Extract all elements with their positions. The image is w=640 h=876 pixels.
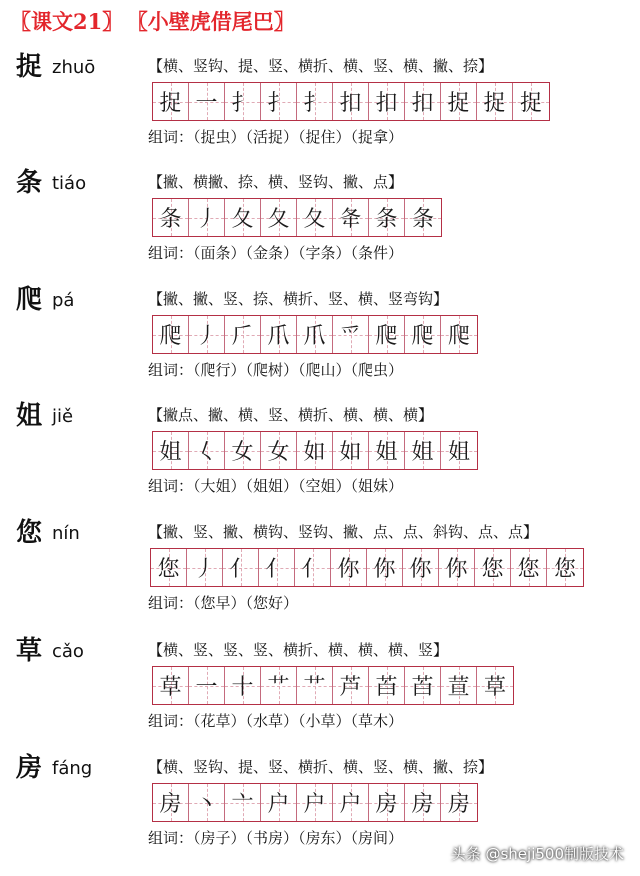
lesson-name: 〖小壁虎借尾巴〗 [137,9,295,34]
stroke-names: 【撇、横撇、捺、横、竖钩、撇、点】 [148,173,404,191]
stroke-step-cell [189,83,225,120]
stroke-step-glyph: 爬 [159,324,182,349]
stroke-step-cell [369,316,405,353]
stroke-step-cell [153,667,189,704]
stroke-step-glyph: 扣 [339,91,362,116]
word-examples: 组词：（房子）（书房）（房东）（房间） [148,829,404,847]
stroke-step-cell [405,784,441,821]
word-examples: 组词：（大姐）（姐姐）（空姐）（姐妹） [148,477,404,495]
stroke-step-cell [261,667,297,704]
stroke-step-cell [333,83,369,120]
stroke-step-cell [403,549,439,586]
character-pinyin: cǎo [52,641,84,662]
word-examples: 组词：（面条）（金条）（字条）（条件） [148,244,404,262]
stroke-step-cell [297,316,333,353]
stroke-step-cell [405,199,441,236]
stroke-step-cell [511,549,547,586]
stroke-step-cell [261,199,297,236]
stroke-step-glyph: 爬 [411,324,434,349]
stroke-step-glyph: 一 [195,91,218,116]
stroke-step-cell [367,549,403,586]
character-section [0,168,640,286]
stroke-step-cell [189,667,225,704]
page-title [10,6,309,36]
stroke-step-glyph: 一 [195,675,218,700]
character-section [0,518,640,636]
word-examples: 组词：（您早）（您好） [148,594,299,612]
stroke-step-cell [189,199,225,236]
stroke-step-glyph: 户 [303,792,326,817]
stroke-step-glyph: 芦 [339,675,362,700]
stroke-step-cell [333,316,369,353]
stroke-step-glyph: 条 [159,207,182,232]
character-glyph: 房 [16,753,43,783]
stroke-step-cell [153,83,189,120]
character-pinyin: zhuō [52,57,96,78]
character-section [0,636,640,754]
stroke-step-glyph: 亠 [231,792,254,817]
stroke-step-cell [153,784,189,821]
stroke-step-cell [225,199,261,236]
stroke-step-glyph: 房 [159,792,182,817]
character-pinyin: fáng [52,758,93,779]
stroke-step-glyph: 丿 [193,557,216,582]
character-pinyin: nín [52,523,80,544]
stroke-step-cell [151,549,187,586]
stroke-step-cell [297,784,333,821]
stroke-names: 【撇、竖、撇、横钩、竖钩、撇、点、点、斜钩、点、点】 [148,523,539,541]
stroke-step-glyph: 爬 [447,324,470,349]
stroke-step-cell [405,316,441,353]
stroke-step-glyph: 扌 [231,91,254,116]
stroke-step-glyph: 草 [483,675,506,700]
stroke-step-glyph: 草 [159,675,182,700]
stroke-step-cell [297,199,333,236]
stroke-step-glyph: 爫 [339,324,362,349]
stroke-step-glyph: 女 [231,440,254,465]
stroke-step-cell [369,432,405,469]
stroke-step-cell [225,432,261,469]
character-pinyin: tiáo [52,173,87,194]
stroke-step-glyph: 扣 [375,91,398,116]
stroke-step-glyph: 艹 [267,675,290,700]
stroke-step-glyph: 你 [409,557,432,582]
stroke-step-glyph: 苩 [375,675,398,700]
character-glyph: 姐 [16,401,43,431]
stroke-step-cell [261,83,297,120]
character-glyph: 草 [16,636,43,666]
stroke-step-cell [405,432,441,469]
stroke-step-cell [333,667,369,704]
stroke-step-cell [297,83,333,120]
stroke-step-glyph: 夂 [231,207,254,232]
stroke-step-glyph: 丿 [195,324,218,349]
stroke-step-glyph: 夅 [339,207,362,232]
stroke-step-glyph: 户 [267,792,290,817]
stroke-step-cell [331,549,367,586]
stroke-order-grid [150,548,584,587]
stroke-order-grid [152,783,478,822]
stroke-step-cell [295,549,331,586]
character-section [0,285,640,403]
stroke-step-glyph: 夂 [267,207,290,232]
stroke-step-cell [441,784,477,821]
stroke-step-cell [369,667,405,704]
stroke-step-glyph: 十 [231,675,254,700]
character-section [0,401,640,519]
stroke-step-glyph: 房 [375,792,398,817]
stroke-step-glyph: 你 [337,557,360,582]
stroke-step-glyph: 姐 [411,440,434,465]
stroke-names: 【横、竖钩、提、竖、横折、横、竖、横、撇、捺】 [148,758,494,776]
stroke-step-cell [547,549,583,586]
watermark: 头条 @sheji500制版技术 [450,845,624,863]
stroke-step-cell [153,199,189,236]
stroke-order-grid [152,431,478,470]
lesson-number: 〖课文21〗 [10,9,124,34]
stroke-step-glyph: 爪 [267,324,290,349]
stroke-step-glyph: 户 [339,792,362,817]
stroke-order-grid [152,666,514,705]
stroke-step-cell [261,784,297,821]
character-glyph: 条 [16,168,43,198]
stroke-step-cell [187,549,223,586]
stroke-step-cell [261,432,297,469]
stroke-step-cell [441,667,477,704]
character-glyph: 您 [16,518,43,548]
stroke-names: 【撇点、撇、横、竖、横折、横、横、横】 [148,406,434,424]
character-glyph: 爬 [16,285,43,315]
stroke-step-glyph: 艹 [303,675,326,700]
stroke-names: 【横、竖钩、提、竖、横折、横、竖、横、撇、捺】 [148,57,494,75]
stroke-step-cell [405,83,441,120]
stroke-step-glyph: 扌 [267,91,290,116]
stroke-step-glyph: 姐 [447,440,470,465]
stroke-step-glyph: 𠂆 [231,324,254,349]
stroke-order-grid [152,315,478,354]
character-section [0,52,640,170]
stroke-step-cell [261,316,297,353]
stroke-step-glyph: 你 [373,557,396,582]
stroke-step-cell [153,432,189,469]
stroke-step-cell [223,549,259,586]
stroke-names: 【横、竖、竖、竖、横折、横、横、横、竖】 [148,641,449,659]
stroke-step-cell [189,316,225,353]
stroke-step-glyph: 扌 [303,91,326,116]
stroke-step-glyph: 亻 [301,557,324,582]
stroke-order-grid [152,198,442,237]
stroke-step-cell [475,549,511,586]
stroke-step-cell [369,784,405,821]
stroke-step-glyph: 您 [157,557,180,582]
stroke-step-glyph: 捉 [159,91,182,116]
stroke-step-glyph: 您 [553,557,576,582]
stroke-step-cell [439,549,475,586]
stroke-step-glyph: 姐 [159,440,182,465]
stroke-step-glyph: 你 [445,557,468,582]
stroke-step-glyph: 亻 [229,557,252,582]
stroke-step-cell [513,83,549,120]
stroke-step-cell [333,432,369,469]
stroke-step-glyph: 𡿨 [195,440,218,465]
stroke-step-cell [369,199,405,236]
stroke-step-cell [259,549,295,586]
stroke-step-cell [369,83,405,120]
stroke-step-cell [297,432,333,469]
stroke-step-glyph: 丶 [195,792,218,817]
stroke-step-cell [441,316,477,353]
stroke-step-glyph: 捉 [519,91,542,116]
stroke-step-cell [333,784,369,821]
stroke-step-glyph: 爬 [375,324,398,349]
stroke-names: 【撇、撇、竖、捺、横折、竖、横、竖弯钩】 [148,290,449,308]
stroke-step-cell [441,432,477,469]
character-glyph: 捉 [16,52,43,82]
stroke-step-glyph: 如 [339,440,362,465]
character-pinyin: pá [52,290,75,311]
stroke-step-glyph: 房 [411,792,434,817]
stroke-step-cell [225,316,261,353]
stroke-step-glyph: 如 [303,440,326,465]
stroke-step-glyph: 女 [267,440,290,465]
stroke-step-glyph: 姐 [375,440,398,465]
stroke-step-glyph: 爪 [303,324,326,349]
word-examples: 组词：（爬行）（爬树）（爬山）（爬虫） [148,361,404,379]
stroke-order-grid [152,82,550,121]
stroke-step-glyph: 扣 [411,91,434,116]
stroke-step-cell [297,667,333,704]
character-pinyin: jiě [52,406,74,427]
stroke-step-glyph: 苩 [411,675,434,700]
stroke-step-cell [189,432,225,469]
stroke-step-glyph: 您 [481,557,504,582]
stroke-step-cell [225,784,261,821]
stroke-step-cell [225,83,261,120]
stroke-step-cell [441,83,477,120]
stroke-step-glyph: 条 [411,207,434,232]
stroke-step-glyph: 捉 [483,91,506,116]
stroke-step-glyph: 夂 [303,207,326,232]
stroke-step-glyph: 条 [375,207,398,232]
stroke-step-glyph: 丿 [195,207,218,232]
stroke-step-glyph: 荁 [447,675,470,700]
stroke-step-cell [225,667,261,704]
stroke-step-cell [333,199,369,236]
stroke-step-cell [477,667,513,704]
stroke-step-cell [189,784,225,821]
stroke-step-glyph: 您 [517,557,540,582]
stroke-step-cell [405,667,441,704]
stroke-step-glyph: 亻 [265,557,288,582]
word-examples: 组词：（捉虫）（活捉）（捉住）（捉拿） [148,128,404,146]
stroke-step-glyph: 房 [447,792,470,817]
stroke-step-glyph: 捉 [447,91,470,116]
word-examples: 组词：（花草）（水草）（小草）（草木） [148,712,404,730]
stroke-step-cell [477,83,513,120]
stroke-step-cell [153,316,189,353]
